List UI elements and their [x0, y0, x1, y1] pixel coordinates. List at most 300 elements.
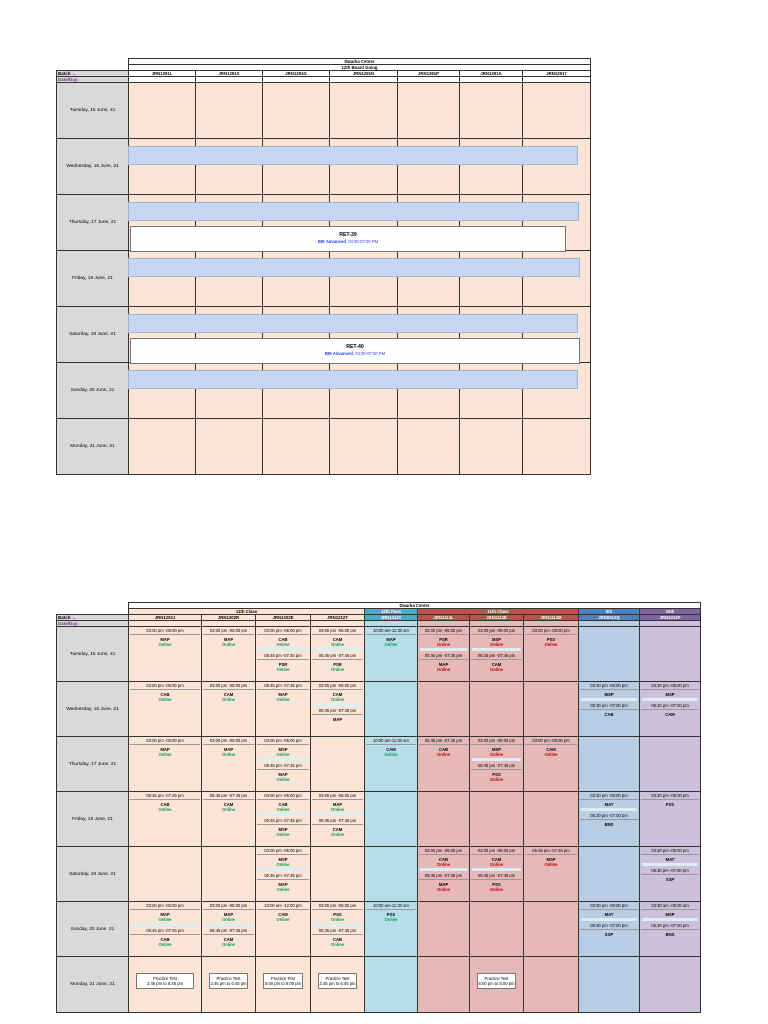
subject-code: PSS	[492, 882, 501, 887]
slot-time: 10:00 am-11:30 am	[366, 627, 416, 635]
class-slot-cell	[524, 737, 579, 792]
online-tag: Online	[221, 752, 236, 757]
class-slot-cell	[640, 957, 701, 1013]
subject-code: CAB	[278, 637, 288, 642]
slot-separator	[258, 758, 308, 761]
banner-title: RET-40	[346, 344, 364, 350]
class-slot	[202, 902, 255, 947]
online-tag: Online	[436, 862, 451, 867]
unavailable-bar	[128, 314, 578, 333]
online-tag: Online	[489, 887, 504, 892]
subject-code: BNS	[665, 932, 675, 937]
online-tag: Online	[276, 777, 290, 782]
class-slot-cell	[579, 957, 640, 1013]
class-slot	[365, 627, 417, 647]
online-tag: Online	[276, 642, 290, 647]
practice-test-box	[263, 973, 303, 989]
online-tag: Online	[330, 832, 345, 837]
practice-test-box	[318, 973, 357, 989]
schedule-cell	[398, 419, 460, 475]
slot-time: 05:45 pm -07:45 pm	[471, 762, 522, 770]
class-slot-cell	[202, 902, 256, 957]
slot-time: 10:00 am-11:30 am	[366, 737, 416, 745]
slot-time: 05:45 pm -07:45 pm	[312, 817, 363, 825]
subject-code: CAM	[223, 692, 234, 697]
class-slot	[129, 682, 201, 702]
slot-separator	[642, 863, 698, 866]
subject-code: CAB	[160, 692, 170, 697]
day-label: Wednesday, 16 June, 21	[57, 682, 129, 737]
slot-time: 03:30 pm -05:00 pm	[580, 682, 638, 690]
subject-code: MAP	[332, 802, 343, 807]
slot-separator	[131, 923, 199, 926]
subject-code: CAM	[386, 747, 396, 752]
class-slot-cell	[579, 682, 640, 737]
subject-code: CAM	[223, 802, 234, 807]
class-slot-cell	[640, 847, 701, 902]
schedule-cell	[263, 83, 330, 139]
class-slot-cell	[418, 682, 470, 737]
class-slot	[470, 737, 523, 782]
class-slot	[311, 957, 364, 1012]
batch-label: Batch →	[57, 71, 129, 77]
class-slot-cell	[579, 627, 640, 682]
unavailable-bar	[128, 146, 578, 165]
unavailable-bar	[128, 370, 578, 389]
online-tag: Online	[158, 807, 172, 812]
banner-subject: BIE Advanced	[317, 239, 346, 244]
slot-separator	[642, 918, 698, 921]
slot-time: 05:45 pm -07:45 pm	[525, 847, 577, 855]
day-label: Monday, 21 June, 21	[57, 957, 129, 1013]
slot-separator	[642, 698, 698, 701]
class-slot	[202, 792, 255, 812]
class-slot-cell	[579, 792, 640, 847]
slot-time: 03:00 pm -05:00 pm	[203, 737, 254, 745]
subject-code: CAB	[604, 712, 614, 717]
practice-test-label: Practice Test	[216, 976, 241, 981]
practice-test-time: 2:45 pm to 6:45 pm	[319, 981, 356, 986]
online-tag: Online	[276, 667, 290, 672]
online-tag: Online	[489, 642, 504, 647]
slot-time: 03:00 pm -05:00 pm	[130, 902, 200, 910]
subject-code: MAT	[665, 857, 675, 862]
class-slot-cell	[418, 737, 470, 792]
banner-detail	[131, 351, 579, 356]
subject-code: MSP	[491, 637, 502, 642]
subject-code: CAM	[491, 857, 502, 862]
practice-test-label: Practice Test	[153, 976, 177, 981]
schedule-cell	[398, 83, 460, 139]
class-slot-cell	[524, 957, 579, 1013]
online-tag: Online	[276, 697, 290, 702]
schedule-sheet-12th-board	[56, 58, 591, 475]
schedule-cell	[129, 419, 196, 475]
subject-code: CAB	[160, 937, 170, 942]
subject-code: MAP	[223, 912, 234, 917]
slot-time: 03:00 pm -05:00 pm	[257, 737, 309, 745]
class-slot-cell	[470, 682, 524, 737]
class-slot-cell	[311, 737, 365, 792]
slot-time: 03:00 pm -05:00 pm	[203, 902, 254, 910]
online-tag: Online	[276, 917, 290, 922]
class-slot-cell	[202, 792, 256, 847]
class-slot	[311, 902, 364, 947]
slot-time: 03:30 am -05:00 am	[641, 902, 699, 910]
slot-time: 05:45 pm -07:45 pm	[203, 792, 254, 800]
online-tag: Online	[158, 697, 172, 702]
slot-time: 03:00 pm -05:00 pm	[130, 627, 200, 635]
class-slot	[129, 737, 201, 757]
subject-code: SSP	[665, 877, 675, 882]
schedule-cell	[196, 83, 263, 139]
slot-separator	[313, 648, 362, 651]
banner-detail	[131, 239, 565, 244]
class-slot-cell	[311, 792, 365, 847]
schedule-cell	[523, 83, 591, 139]
slot-time: 03:00 pm -05:00 pm	[130, 682, 200, 690]
batch-header: JRN1202R	[202, 615, 256, 621]
class-slot-cell	[470, 792, 524, 847]
slot-time: 05:45 pm -07:45 pm	[419, 872, 468, 880]
slot-time: 05:45 pm -07:45 pm	[130, 927, 200, 935]
class-slot-cell	[256, 682, 311, 737]
slot-separator	[258, 868, 308, 871]
class-slot-cell	[311, 957, 365, 1013]
class-slot	[579, 682, 639, 717]
banner-time: , 04:00-07:00 PM	[352, 351, 386, 356]
class-slot-cell	[202, 847, 256, 902]
class-slot-cell	[470, 957, 524, 1013]
online-tag: Online	[221, 807, 236, 812]
slot-time: 05:45 pm -07:45 pm	[130, 792, 200, 800]
online-tag: Online	[158, 942, 172, 947]
slot-time: 03:00 pm -05:00 pm	[419, 847, 468, 855]
slot-time: 05:30 pm -07:00 pm	[641, 702, 699, 710]
slot-time: 03:00 pm -05:00 pm	[312, 682, 363, 690]
class-slot	[579, 792, 639, 827]
class-slot	[256, 682, 310, 702]
banner-title: RET-39	[339, 232, 357, 238]
subject-code: MSP	[546, 857, 556, 862]
subject-code: CAB	[278, 802, 288, 807]
class-slot	[524, 627, 578, 647]
online-tag: Online	[330, 807, 345, 812]
class-group-header: 9th	[579, 609, 640, 615]
class-slot-cell	[256, 737, 311, 792]
slot-time: 05:45 pm -07:45 pm	[312, 652, 363, 660]
slot-time: 05:45 pm -07:45 pm	[419, 652, 468, 660]
class-slot	[311, 682, 364, 722]
batch-header: JRN1012P	[640, 615, 701, 621]
online-tag: Online	[276, 862, 290, 867]
class-slot-cell	[640, 902, 701, 957]
subject-code: MSP	[278, 827, 288, 832]
class-slot-cell	[470, 737, 524, 792]
class-slot-cell	[640, 627, 701, 682]
online-tag: Online	[276, 887, 290, 892]
practice-test-time: 6:00 pm to 8:00 pm	[478, 981, 515, 986]
subject-code: MAT	[604, 802, 614, 807]
class-slot-cell	[129, 792, 202, 847]
slot-time: 05:45 pm -07:45 pm	[312, 707, 363, 715]
subject-code: MAP	[386, 637, 396, 642]
slot-time: 03:00 pm -05:00 pm	[312, 902, 363, 910]
online-tag: Online	[544, 752, 558, 757]
subject-code: CAB	[438, 857, 449, 862]
class-slot-cell	[129, 957, 202, 1013]
class-slot	[524, 847, 578, 867]
class-slot-cell	[202, 627, 256, 682]
slot-time: 05:45 pm -07:45 pm	[257, 762, 309, 770]
class-slot-cell	[418, 792, 470, 847]
slot-time: 03:30 pm -05:00 pm	[580, 902, 638, 910]
subject-code: MAP	[160, 912, 170, 917]
batch-header: JRN1212T	[311, 615, 365, 621]
slot-time: 03:00 pm -05:00 pm	[257, 847, 309, 855]
practice-test-label: Practice Test	[325, 976, 350, 981]
online-tag: Online	[221, 642, 236, 647]
day-label: Tuesday, 15 June, 21	[57, 83, 129, 139]
batch-header: JRN1291S	[196, 71, 263, 77]
slot-time: 03:00 pm -05:00 pm	[203, 627, 254, 635]
schedule-cell	[330, 83, 398, 139]
banner-subject: BIE Advanced	[324, 351, 353, 356]
class-slot-cell	[129, 682, 202, 737]
class-slot	[418, 627, 469, 672]
slot-time: 10:00 am-11:30 am	[366, 902, 416, 910]
subject-code: MSP	[278, 747, 288, 752]
practice-test-box	[477, 973, 516, 989]
day-label: Saturday, 19 June, 21	[57, 847, 129, 902]
class-slot-cell	[640, 737, 701, 792]
subject-code: CAM	[332, 692, 343, 697]
batch-header: JRN1291L	[129, 71, 196, 77]
class-slot-cell	[129, 847, 202, 902]
class-slot	[524, 737, 578, 757]
slot-time: 05:30 pm -07:00 pm	[641, 867, 699, 875]
class-slot	[202, 682, 255, 702]
class-slot-cell	[256, 902, 311, 957]
subject-code: MSP	[665, 692, 675, 697]
subject-code: MAP	[223, 747, 234, 752]
day-label: Monday, 21 June, 21	[57, 419, 129, 475]
group-title: 12th Board Going	[129, 65, 591, 71]
day-label: Friday, 18 June, 21	[57, 251, 129, 307]
class-slot-cell	[470, 847, 524, 902]
online-tag: Online	[489, 777, 504, 782]
slot-time: 03:00 pm -05:00 pm	[471, 627, 522, 635]
slot-time: 05:30 pm -07:00 pm	[580, 812, 638, 820]
subject-code: PSR	[439, 637, 448, 642]
class-slot	[470, 627, 523, 672]
class-slot-cell	[256, 627, 311, 682]
class-slot	[640, 902, 700, 937]
online-tag: Online	[158, 642, 172, 647]
class-slot-cell	[418, 627, 470, 682]
class-slot-cell	[365, 737, 418, 792]
slot-separator	[581, 808, 637, 811]
class-slot-cell	[524, 902, 579, 957]
subject-code: MAP	[332, 717, 343, 722]
subject-code: CAB	[160, 802, 170, 807]
class-slot-cell	[524, 682, 579, 737]
schedule-cell	[263, 419, 330, 475]
slot-separator	[204, 923, 253, 926]
class-slot-cell	[365, 957, 418, 1013]
class-slot-cell	[311, 847, 365, 902]
class-slot	[418, 847, 469, 892]
class-slot-cell	[640, 792, 701, 847]
class-slot	[129, 627, 201, 647]
subject-code: CAB	[332, 937, 343, 942]
day-label: Friday, 18 June, 21	[57, 792, 129, 847]
class-slot-cell	[256, 847, 311, 902]
online-tag: Online	[489, 862, 504, 867]
practice-test-time: 2:45 pm to 6:45 pm	[146, 981, 184, 986]
subject-code: CAM	[278, 912, 288, 917]
batch-header: JRN0912Q	[579, 615, 640, 621]
slot-time: 03:30 pm -05:00 pm	[580, 792, 638, 800]
class-slot	[311, 792, 364, 837]
class-slot-cell	[418, 902, 470, 957]
slot-separator	[313, 703, 362, 706]
class-slot	[470, 847, 523, 892]
slot-time: 05:45 pm -07:45 pm	[471, 652, 522, 660]
batch-header: JRN1291P	[398, 71, 460, 77]
class-slot-cell	[365, 682, 418, 737]
online-tag: Online	[436, 752, 451, 757]
online-tag: Online	[276, 807, 290, 812]
class-slot	[640, 792, 700, 807]
slot-time: 03:30 pm -05:00 pm	[641, 847, 699, 855]
subject-code: MAT	[604, 912, 614, 917]
schedule-cell	[196, 419, 263, 475]
subject-code: MAP	[278, 692, 288, 697]
class-slot-cell	[202, 737, 256, 792]
class-slot	[640, 682, 700, 717]
slot-time: 05:45 pm -07:45 pm	[419, 737, 468, 745]
online-tag: Online	[544, 642, 558, 647]
online-tag: Online	[221, 697, 236, 702]
schedule-cell	[460, 419, 523, 475]
subject-code: MAP	[223, 637, 234, 642]
batch-header: JRN1313T	[365, 615, 418, 621]
online-tag: Online	[330, 642, 345, 647]
schedule-table-classes	[56, 602, 701, 1013]
subject-code: MSP	[604, 692, 614, 697]
class-slot-cell	[365, 847, 418, 902]
schedule-cell	[460, 83, 523, 139]
day-label: Sunday, 20 June, 21	[57, 363, 129, 419]
practice-test-label: Practice Test	[271, 976, 295, 981]
online-tag: Online	[330, 667, 345, 672]
online-tag: Online	[384, 752, 398, 757]
online-tag: Online	[489, 752, 504, 757]
subject-code: CAM	[665, 712, 675, 717]
practice-test-time: 5:00 pm to 8:00 pm	[264, 981, 302, 986]
slot-time: 03:30 pm -05:00 pm	[641, 792, 699, 800]
class-slot-cell	[202, 957, 256, 1013]
online-tag: Online	[158, 752, 172, 757]
class-slot-cell	[579, 847, 640, 902]
class-slot	[129, 792, 201, 812]
online-tag: Online	[276, 832, 290, 837]
slot-separator	[313, 923, 362, 926]
slot-time: 05:45 pm -07:45 pm	[257, 652, 309, 660]
slot-separator	[258, 648, 308, 651]
slot-time: 03:00 pm -05:00 pm	[525, 737, 577, 745]
slot-time: 03:00 pm -05:00 pm	[203, 682, 254, 690]
batch-header: JRN1291G	[263, 71, 330, 77]
class-slot	[470, 957, 523, 1012]
online-tag: Online	[544, 862, 558, 867]
banner-time: , 04:00-07:00 PM	[345, 239, 379, 244]
slot-time: 03:00 pm -05:00 pm	[257, 627, 309, 635]
subject-code: MAP	[278, 772, 288, 777]
slot-time: 03:00 pm -05:00 pm	[312, 792, 363, 800]
online-tag: Online	[436, 667, 451, 672]
test-banner	[130, 226, 566, 252]
slot-time: 03:00 pm -05:00 pm	[471, 737, 522, 745]
slot-separator	[581, 698, 637, 701]
class-slot-cell	[365, 902, 418, 957]
practice-test-box	[209, 973, 248, 989]
class-slot-cell	[524, 847, 579, 902]
practice-test-label: Practice Test	[484, 976, 509, 981]
online-tag: Online	[221, 942, 236, 947]
subject-code: SSP	[604, 932, 614, 937]
subject-code: BNS	[604, 822, 614, 827]
batch-header: JRN12917	[523, 71, 591, 77]
class-slot-cell	[365, 792, 418, 847]
class-slot	[256, 792, 310, 837]
class-slot-cell	[311, 902, 365, 957]
slot-time: 03:00 pm -05:00 pm	[471, 847, 522, 855]
class-slot-cell	[470, 627, 524, 682]
subject-code: MAP	[278, 882, 288, 887]
class-slot	[129, 902, 201, 947]
class-slot	[579, 902, 639, 937]
class-slot-cell	[311, 627, 365, 682]
class-slot-cell	[256, 957, 311, 1013]
batch-header: JRN1202J	[129, 615, 202, 621]
slot-time: 03:00 pm -05:00 pm	[130, 737, 200, 745]
slot-time: 05:45 pm -07:45 pm	[312, 927, 363, 935]
center-title: Dwarka Center	[129, 603, 701, 609]
online-tag: Online	[489, 667, 504, 672]
online-tag: Online	[330, 697, 345, 702]
class-slot-cell	[129, 737, 202, 792]
slot-time: 03:00 pm -05:00 pm	[257, 792, 309, 800]
slot-separator	[313, 813, 362, 816]
class-slot-cell	[524, 627, 579, 682]
practice-test-time: 2:45 pm to 6:45 pm	[210, 981, 247, 986]
online-tag: Online	[330, 942, 345, 947]
class-slot	[256, 957, 310, 1012]
center-title: Dwarka Center	[129, 59, 591, 65]
practice-test-box	[136, 973, 194, 989]
online-tag: Online	[158, 917, 172, 922]
class-slot	[256, 737, 310, 782]
class-slot	[640, 847, 700, 882]
slot-time: 05:45 pm -07:45 pm	[203, 927, 254, 935]
batch-label: Batch →	[57, 615, 129, 621]
subject-code: CAB	[438, 747, 449, 752]
class-slot-cell	[129, 902, 202, 957]
subject-code: MSP	[491, 747, 502, 752]
class-group-header: 11th Class	[129, 609, 365, 615]
